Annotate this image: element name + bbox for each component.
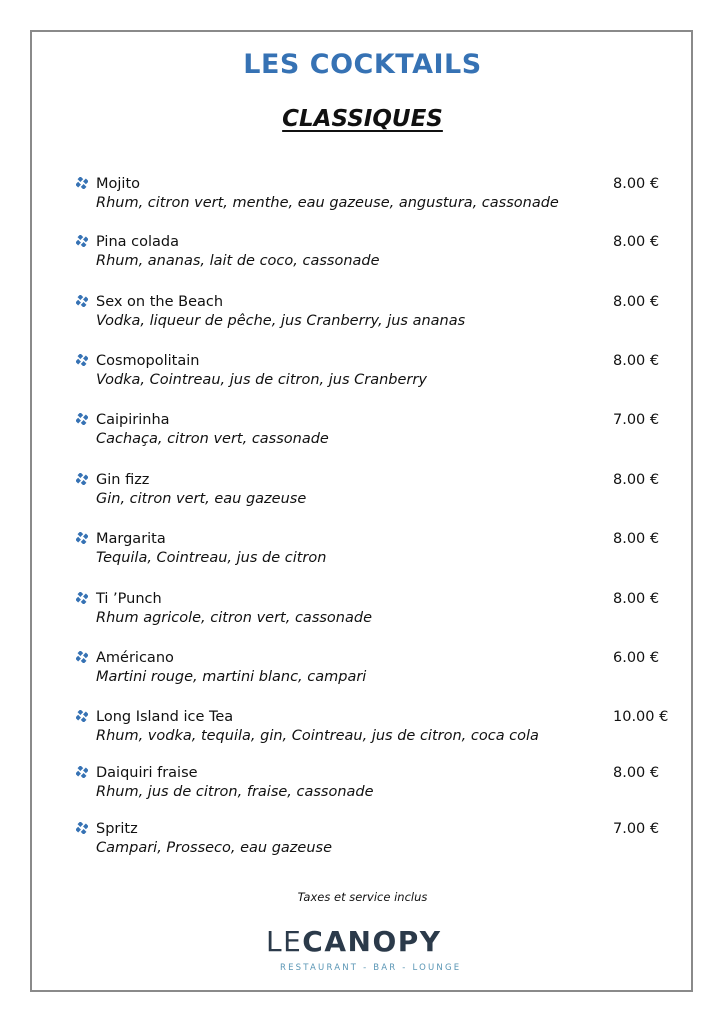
diamond-bullet-icon bbox=[76, 592, 88, 604]
menu-item bbox=[76, 530, 676, 570]
menu-item-price: 7.00 € bbox=[613, 412, 660, 428]
menu-item-price: 7.00 € bbox=[613, 821, 660, 837]
menu-item-description: Gin, citron vert, eau gazeuse bbox=[96, 491, 307, 507]
menu-item-price: 8.00 € bbox=[613, 765, 660, 781]
diamond-bullet-icon bbox=[76, 651, 88, 663]
menu-item-description: Rhum agricole, citron vert, cassonade bbox=[96, 610, 373, 626]
menu-item bbox=[76, 471, 676, 511]
diamond-bullet-icon bbox=[76, 413, 88, 425]
logo-tagline: RESTAURANT - BAR - LOUNGE bbox=[280, 963, 462, 973]
menu-item-price: 8.00 € bbox=[613, 353, 660, 369]
menu-item-description: Rhum, ananas, lait de coco, cassonade bbox=[96, 253, 380, 269]
menu-item-description: Vodka, liqueur de pêche, jus Cranberry, jus ananas bbox=[96, 313, 466, 329]
menu-item-price: 10.00 € bbox=[613, 709, 669, 725]
menu-item-description: Campari, Prosseco, eau gazeuse bbox=[96, 840, 332, 856]
menu-item-name: Sex on the Beach bbox=[96, 294, 224, 310]
menu-item bbox=[76, 649, 676, 689]
menu-item-description: Rhum, vodka, tequila, gin, Cointreau, jus de citron, coca cola bbox=[96, 728, 539, 744]
diamond-bullet-icon bbox=[76, 766, 88, 778]
menu-item-description: Rhum, jus de citron, fraise, cassonade bbox=[96, 784, 374, 800]
menu-item-name: Cosmopolitain bbox=[96, 353, 200, 369]
menu-item-name: Long Island ice Tea bbox=[96, 709, 234, 725]
diamond-bullet-icon bbox=[76, 473, 88, 485]
menu-item-name: Mojito bbox=[96, 176, 140, 192]
menu-item-price: 8.00 € bbox=[613, 591, 660, 607]
menu-item-price: 8.00 € bbox=[613, 234, 660, 250]
menu-item-description: Martini rouge, martini blanc, campari bbox=[96, 669, 367, 685]
menu-item-price: 8.00 € bbox=[613, 472, 660, 488]
menu-item-price: 8.00 € bbox=[613, 531, 660, 547]
menu-item bbox=[76, 590, 676, 630]
menu-item bbox=[76, 175, 676, 215]
menu-item-name: Ti ’Punch bbox=[96, 591, 162, 607]
diamond-bullet-icon bbox=[76, 532, 88, 544]
menu-item-description: Tequila, Cointreau, jus de citron bbox=[96, 550, 327, 566]
diamond-bullet-icon bbox=[76, 235, 88, 247]
page-title: LES COCKTAILS bbox=[243, 49, 482, 80]
canopy-logo bbox=[266, 926, 466, 978]
menu-item-price: 8.00 € bbox=[613, 294, 660, 310]
menu-item-name: Spritz bbox=[96, 821, 138, 837]
diamond-bullet-icon bbox=[76, 177, 88, 189]
section-title: CLASSIQUES bbox=[282, 106, 443, 132]
menu-item bbox=[76, 820, 676, 860]
diamond-bullet-icon bbox=[76, 295, 88, 307]
logo-wordmark: LECANOPY bbox=[266, 925, 442, 958]
diamond-bullet-icon bbox=[76, 354, 88, 366]
menu-item bbox=[76, 293, 676, 333]
menu-item-description: Vodka, Cointreau, jus de citron, jus Cranberry bbox=[96, 372, 427, 388]
menu-item bbox=[76, 233, 676, 273]
menu-item-name: Daiquiri fraise bbox=[96, 765, 198, 781]
menu-item-description: Cachaça, citron vert, cassonade bbox=[96, 431, 329, 447]
menu-item-description: Rhum, citron vert, menthe, eau gazeuse, angustura, cassonade bbox=[96, 195, 559, 211]
menu-item-name: Américano bbox=[96, 650, 174, 666]
menu-item bbox=[76, 764, 676, 804]
diamond-bullet-icon bbox=[76, 710, 88, 722]
menu-item bbox=[76, 411, 676, 451]
menu-item bbox=[76, 352, 676, 392]
menu-item-price: 6.00 € bbox=[613, 650, 660, 666]
menu-item bbox=[76, 708, 676, 748]
menu-item-name: Margarita bbox=[96, 531, 166, 547]
footer-note: Taxes et service inclus bbox=[297, 890, 428, 904]
menu-item-name: Caipirinha bbox=[96, 412, 170, 428]
menu-item-name: Gin fizz bbox=[96, 472, 150, 488]
menu-item-price: 8.00 € bbox=[613, 176, 660, 192]
menu-item-name: Pina colada bbox=[96, 234, 179, 250]
diamond-bullet-icon bbox=[76, 822, 88, 834]
